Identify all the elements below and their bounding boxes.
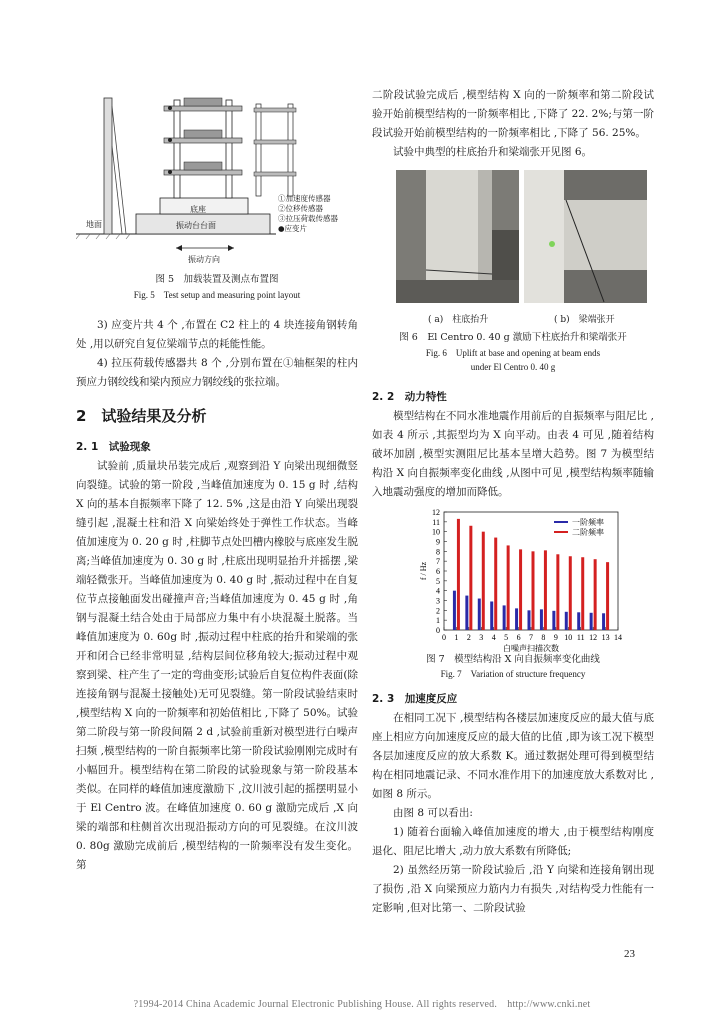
x-tick-label: 5 [504,633,509,642]
x-tick-label: 2 [466,633,471,642]
x-tick-label: 4 [491,633,496,642]
x-tick-label: 3 [479,633,484,642]
y-tick-label: 11 [432,517,440,527]
fig6-caption-cn: 图 6 El Centro 0. 40 g 激励下柱底抬升和梁端张开 [399,332,627,343]
fig5-legend-item: ①加速度传感器 [278,194,331,203]
fig6-photo-b-drawing [524,170,647,303]
fig5-label-table: 振动台台面 [176,221,216,230]
paragraph: 在相同工况下 ,模型结构各楼层加速度反应的最大值与底座上相应方向加速度反应的最大值的比值 ,即为该工况下模型各层加速度反应的放大系数 K。通过数据处理可得到模型结构在相同地震记录、不同水准作用下的加速度放大系数对比 ,如图 8 所示。 [372,712,654,800]
right-column [372,86,654,918]
chart-bar-second-mode [581,557,584,630]
section-heading: 2 试验结果及分析 [76,407,207,425]
y-axis-label: f / Hz [419,561,428,581]
chart-bar-first-mode [490,601,493,630]
paragraph: 由图 8 可以看出: [393,807,473,819]
y-tick-label: 2 [436,606,440,616]
figure-5-drawing [76,86,358,276]
paragraph: 二阶段试验完成后 ,模型结构 X 向的一阶频率和第二阶段试验开始前模型结构的一阶频率相比 ,下降了 22. 2%;与第一阶段试验开始前模型结构的一阶频率相比 ,下降了 56. 25%。 [372,89,654,139]
y-tick-label: 1 [436,616,440,626]
chart-bar-first-mode [602,613,605,630]
fig5-label-ground: 地面 [86,220,102,229]
fig6-caption-en-2: under El Centro 0. 40 g [470,362,556,372]
y-tick-label: 10 [432,527,440,537]
y-tick-label: 5 [436,576,440,586]
figure-5 [76,86,358,308]
y-tick-label: 7 [436,557,440,567]
paragraph: 试验中典型的柱底抬升和梁端张开见图 6。 [393,146,593,158]
paragraph: 3) 应变片共 4 个 ,布置在 C2 柱上的 4 块连接角钢转角处 ,用以研究自复位梁端节点的耗能性能。 [76,319,358,350]
fig6-photo-b [524,170,647,303]
chart-bar-first-mode [515,608,518,630]
y-tick-label: 12 [432,508,440,517]
subsection-heading: 2. 3 加速度反应 [372,693,458,705]
x-tick-label: 0 [442,633,446,642]
subsection-heading: 2. 1 试验现象 [76,441,151,453]
fig5-label-direction: 振动方向 [188,255,220,264]
chart-bar-first-mode [465,596,468,630]
x-tick-label: 9 [553,633,558,642]
fig6-photo-a [396,170,519,303]
fig6-photo-a-drawing [396,170,519,303]
fig7-caption-cn: 图 7 模型结构沿 X 向自振频率变化曲线 [426,654,600,665]
x-tick-label: 10 [564,633,573,642]
chart-bar-first-mode [552,611,555,630]
chart-bar-first-mode [503,605,506,630]
chart-bar-second-mode [556,554,559,630]
fig5-caption-cn: 图 5 加载装置及测点布置图 [155,274,279,285]
x-axis-label: 白噪声扫描次数 [503,644,559,652]
paragraph: 1) 随着台面输入峰值加速度的增大 ,由于模型结构刚度退化、阻尼比增大 ,动力放大系数有所降低; [372,826,654,857]
paragraph: 试验前 ,质量块吊装完成后 ,观察到沿 Y 向梁出现细微竖向裂缝。试验的第一阶段 ,当峰值加速度为 0. 15 g 时 ,结构 X 向的基本自振频率下降了 12. 5% ,这是由沿 Y 向梁出现裂缝引起 ,混凝土柱和沿 X 向梁始终处于弹性工作状态。当峰值加速度为 0. 20 g 时 ,柱脚节点处凹槽内橡胶与底座发生脱离;当峰值加速度为 0. 30 g 时 ,柱底出现明显抬升并摇摆 ,梁端轻微张开。当峰值加速度为 0. 40 g 时 ,振动过程中在自复位节点接触面发出碰撞声音;当峰值加速度为 0. 45 g 时 ,角钢与混凝土结合处由于局部应力集中有小块混凝土脱落。当峰值加速度为 0. 60g 时 ,振动过程中柱底的抬升和梁端的张开和闭合已经非常明显 ,结构层间位移角较大;振动过程中观察到梁、柱产生了一定的弯曲变形;试验后自复位构件表面(除连接角钢与混凝土接触处)无可见裂缝。第一阶段试验结束时 ,模型结构 X 向的一阶频率和初始值相比 ,下降了 50%。试验第二阶段与第一阶段间隔 2 d ,试验前重新对模型进行白噪声扫频 ,模型结构的一阶自振频率比第一阶段试验刚刚完成时有小幅回升。模型结构在第二阶段的试验现象与第一阶段基本类似。在同样的峰值加速度激励下 ,汶川波引起的摇摆明显小于 El Centro 波。在峰值加速度 0. 60 g 激励完成后 ,X 向梁的端部和柱侧首次出现沿振动方向的可见裂缝。在汶川波 0. 80g 激励完成前后 ,模型结构的一阶频率没有发生变化。第 [76,460,358,871]
y-tick-label: 4 [436,586,440,596]
y-tick-label: 9 [436,537,440,547]
chart-bar-first-mode [590,613,593,630]
y-tick-label: 3 [436,596,440,606]
x-tick-label: 11 [576,633,585,642]
chart-bar-second-mode [469,526,472,630]
chart-bar-second-mode [494,538,497,630]
legend-label: 二阶频率 [572,528,604,537]
y-tick-label: 8 [436,547,440,557]
y-tick-label: 0 [436,626,440,635]
chart-bar-second-mode [507,545,510,630]
subsection-heading: 2. 2 动力特性 [372,391,447,403]
fig5-legend-item: ●应变片 [278,224,308,233]
chart-bar-second-mode [532,551,535,630]
fig5-legend-item: ③拉压荷载传感器 [278,214,338,223]
legend-label: 一阶频率 [572,518,604,527]
x-tick-label: 6 [516,633,521,642]
fig5-caption-en: Fig. 5 Test setup and measuring point layout [133,290,301,300]
paragraph: 模型结构在不同水准地震作用前后的自振频率与阻尼比 ,如表 4 所示 ,其振型均为 X 向平动。由表 4 可见 ,随着结构破坏加剧 ,模型实测阻尼比基本呈增大趋势。图 7 为模型结构沿 X 向自振频率变化曲线 ,从图中可见 ,模型结构频率随输入地震动强度的增加而降低。 [372,410,654,498]
x-tick-label: 14 [614,633,622,642]
fig5-label-base: 底座 [190,205,206,214]
chart-bar-first-mode [478,599,481,630]
x-tick-label: 8 [541,633,546,642]
x-tick-label: 13 [601,633,610,642]
chart-bar-second-mode [519,549,522,630]
chart-bar-second-mode [482,532,485,630]
x-tick-label: 1 [454,633,459,642]
fig6-caption-en-1: Fig. 6 Uplift at base and opening at beam ends [425,348,601,358]
fig5-legend-item: ②位移传感器 [278,204,323,213]
chart-bar-first-mode [577,612,580,630]
paragraph: 2) 虽然经历第一阶段试验后 ,沿 Y 向梁和连接角钢出现了损伤 ,沿 X 向梁预应力筋内力有损失 ,对结构受力性能有一定影响 ,但对比第一、二阶段试验 [372,864,654,914]
chart-bar-first-mode [528,610,531,630]
x-tick-label: 7 [529,633,533,642]
chart-bar-second-mode [594,559,597,630]
figure-7 [372,506,654,682]
fig5-legend [278,194,338,234]
chart-bar-second-mode [569,556,572,630]
fig7-caption-en: Fig. 7 Variation of structure frequency [440,669,586,679]
footer-copyright: ?1994-2014 China Academic Journal Electronic Publishing House. All rights reserved. http://www.cnki.net [133,999,591,1010]
paragraph: 4) 拉压荷载传感器共 8 个 ,分别布置在①轴框架的柱内预应力钢绞线和梁内预应力钢绞线的张拉端。 [76,357,358,388]
y-tick-label: 6 [436,567,440,576]
fig6-subcaption-a: ( a) 柱底抬升 [428,315,489,325]
x-tick-label: 12 [589,633,598,642]
chart-bar-first-mode [453,591,456,630]
chart-bar-second-mode [544,550,547,630]
chart-bar-first-mode [540,609,543,630]
left-column [76,86,358,875]
chart-bar-second-mode [606,562,609,630]
fig6-subcaption-b: ( b) 梁端张开 [554,315,615,325]
figure-6 [372,170,654,382]
chart-bar-second-mode [457,519,460,630]
chart-bar-first-mode [565,612,568,630]
page-number: 23 [624,948,635,960]
fig7-chart [372,506,654,652]
